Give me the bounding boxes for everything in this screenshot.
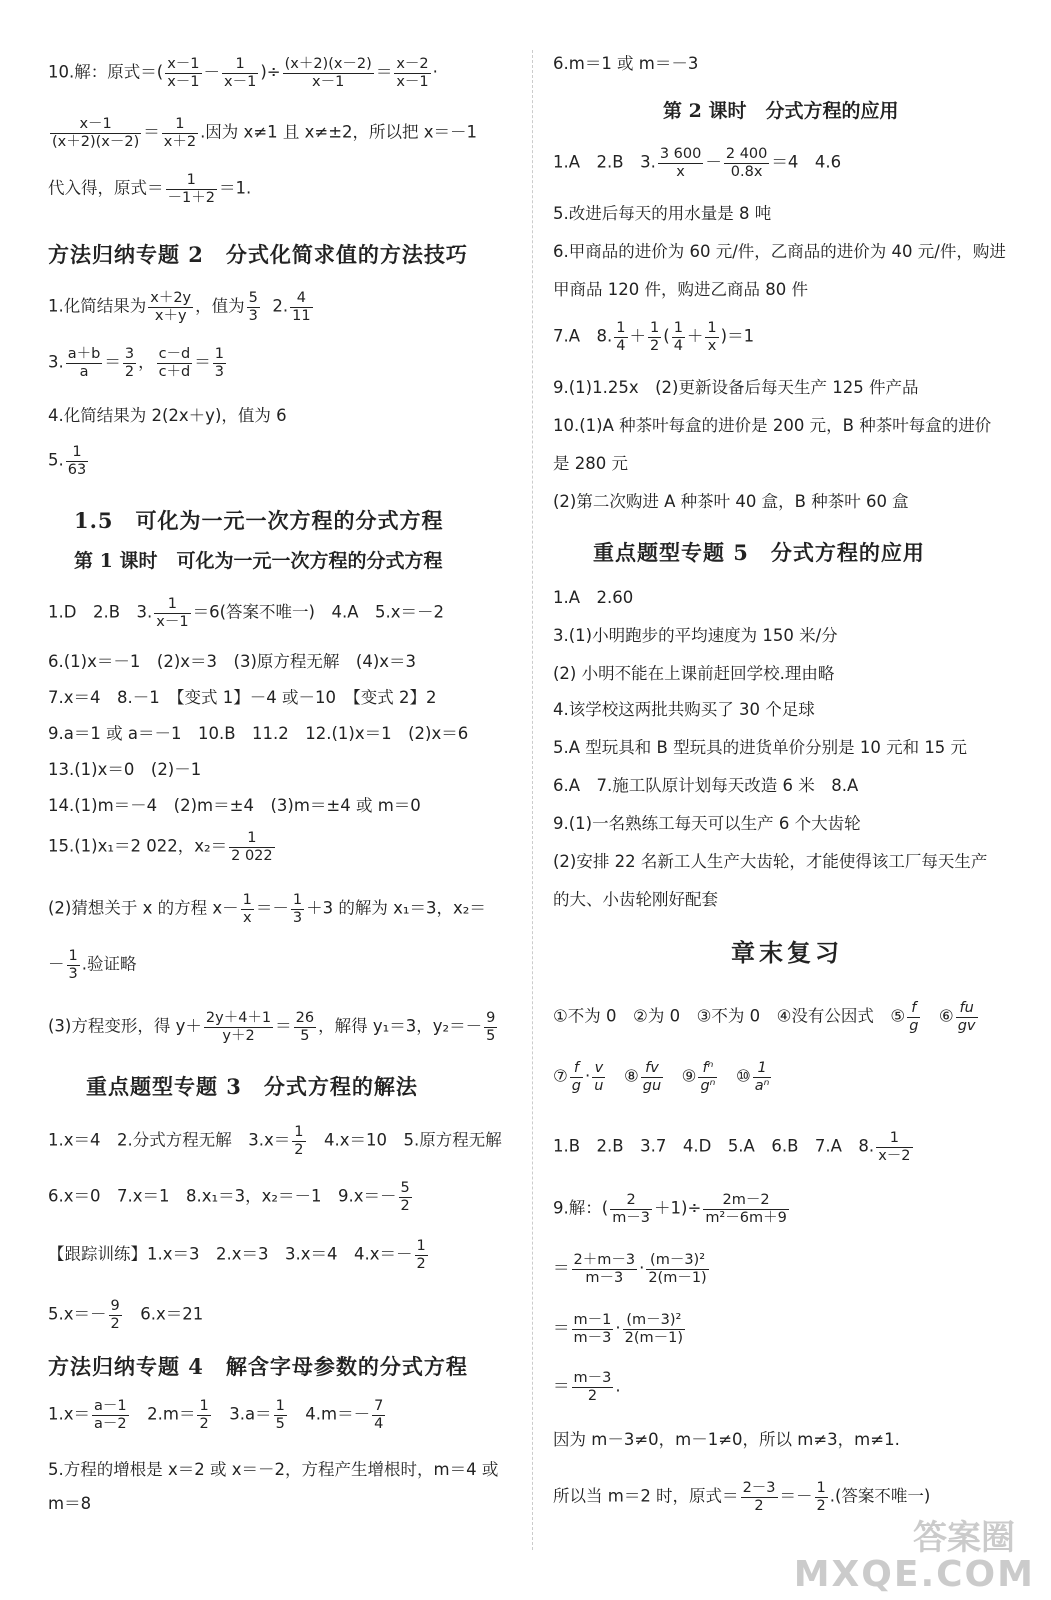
fraction: $\frac{\text{(m－3)²}}{2(m-1)}$: [648, 1252, 707, 1286]
key5-line4: 4.该学校这两批共购买了 30 个足球: [553, 700, 815, 719]
fraction: $\frac{\text{fⁿ}}{\text{gⁿ}}$: [700, 1060, 716, 1094]
fraction: $\frac{1}{x}$: [707, 320, 717, 354]
method2-line1: 1.化简结果为 $\frac{x+2y}{x+y}$ ，值为 $\frac{5}{3}$ 2. $\frac{4}{11}$: [48, 290, 311, 324]
fraction: $\frac{1}{2 022}$: [231, 830, 273, 864]
method4-line3: m＝8: [48, 1494, 92, 1513]
sec15-line9: － $\frac{1}{3}$ .验证略: [48, 948, 137, 982]
review-line9: 所以当 m＝2 时，原式＝ $\frac{2-3}{2}$ ＝－ $\frac{1}{2}$ .(答案不唯一): [553, 1480, 931, 1514]
fraction: $\frac{1}{63}$: [67, 444, 87, 478]
lesson-title-1: 第 1 课时 可化为一元一次方程的分式方程: [74, 550, 443, 572]
method4-line1: 1.x＝ $\frac{a-1}{a-2}$ 2.m＝ $\frac{1}{2}$ 3.a＝ $\frac{1}{5}$ 4.m＝－ $\frac{7}{4}$: [48, 1398, 384, 1432]
fraction: $\frac{1}{3}$: [214, 346, 224, 380]
fraction: $\frac{x+2y}{x+y}$: [150, 290, 192, 324]
key5-line6: 6.A 7.施工队原计划每天改造 6 米 8.A: [553, 776, 859, 795]
fraction: $\frac{5}{3}$: [248, 290, 258, 324]
key3-line4: 5.x＝－ $\frac{9}{2}$ 6.x＝21: [48, 1298, 204, 1332]
review-line1: ①不为 0 ②为 0 ③不为 0 ④没有公因式 ⑤ $\frac{f}{g}$ ⑥ $\frac{fu}{gv}$: [553, 1000, 976, 1034]
review-line4: 9.解：( $\frac{2}{m-3}$ ＋1)÷ $\frac{2m-2}{\text{m²－6m＋9}}$: [553, 1192, 787, 1226]
key5-line9: 的大、小齿轮刚好配套: [553, 890, 718, 909]
fraction: $\frac{5}{2}$: [400, 1180, 410, 1214]
review-line6: ＝ $\frac{m-1}{m-3}$ · $\frac{\text{(m－3)²}}{2(m-1)}$: [553, 1312, 683, 1346]
lesson-title-2: 第 2 课时 分式方程的应用: [663, 100, 899, 122]
fraction: $\frac{a+b}{a}$: [67, 346, 101, 380]
lesson2-line6: 9.(1)1.25x (2)更新设备后每天生产 125 件产品: [553, 378, 919, 397]
section-title-key5: 重点题型专题 5 分式方程的应用: [593, 540, 925, 565]
key5-line2: 3.(1)小明跑步的平均速度为 150 米/分: [553, 626, 838, 645]
method2-line5: 5. $\frac{1}{63}$: [48, 444, 87, 478]
key5-line8: (2)安排 22 名新工人生产大齿轮，才能使得该工厂每天生产: [553, 852, 988, 871]
key5-line1: 1.A 2.60: [553, 588, 634, 607]
fraction: $\frac{m-3}{2}$: [573, 1370, 612, 1404]
method2-line3: 3. $\frac{a+b}{a}$ ＝ $\frac{3}{2}$ ， $\frac{c-d}{c+d}$ ＝ $\frac{1}{3}$: [48, 346, 224, 380]
q10-line3: 代入得，原式＝ $\frac{1}{-1+2}$ ＝1.: [48, 172, 252, 206]
method4-line2: 5.方程的增根是 x＝2 或 x＝－2，方程产生增根时，m＝4 或: [48, 1460, 499, 1479]
fraction: $\frac{\text{(m－3)²}}{2(m-1)}$: [624, 1312, 683, 1346]
fraction: $\frac{fv}{gu}$: [642, 1060, 662, 1094]
key5-line5: 5.A 型玩具和 B 型玩具的进货单价分别是 10 元和 15 元: [553, 738, 968, 757]
fraction: $\frac{1}{2}$: [294, 1124, 304, 1158]
section-title-key3: 重点题型专题 3 分式方程的解法: [86, 1074, 418, 1099]
fraction: $\frac{x-2}{x-1}$: [396, 56, 429, 90]
sec15-line6: 14.(1)m＝－4 (2)m＝±4 (3)m＝±4 或 m＝0: [48, 796, 421, 815]
fraction: $\frac{26}{5}$: [295, 1010, 315, 1044]
fraction: $\frac{9}{2}$: [110, 1298, 120, 1332]
fraction: $\frac{1}{4}$: [673, 320, 683, 354]
lesson2-line2: 5.改进后每天的用水量是 8 吨: [553, 204, 772, 223]
review-line5: ＝ $\frac{2+m-3}{m-3}$ · $\frac{\text{(m－3)²}}{2(m-1)}$: [553, 1252, 707, 1286]
lesson2-line4: 甲商品 120 件，购进乙商品 80 件: [553, 280, 808, 299]
q10-label: 10.解：原式＝: [48, 62, 157, 82]
fraction: $\frac{2 400}{0.8x}$: [725, 146, 768, 180]
fraction: $\frac{2m-2}{\text{m²－6m＋9}}$: [705, 1192, 787, 1226]
fraction: $\frac{a-1}{a-2}$: [94, 1398, 127, 1432]
fraction: $\frac{1}{2}$: [650, 320, 660, 354]
section-title-method2: 方法归纳专题 2 分式化简求值的方法技巧: [48, 242, 468, 267]
key5-line3: (2) 小明不能在上课前赶回学校.理由略: [553, 664, 835, 683]
fraction: $\frac{v}{u}$: [594, 1060, 604, 1094]
fraction: $\frac{1}{x+2}$: [163, 116, 197, 150]
fraction: $\frac{fu}{gv}$: [957, 1000, 976, 1034]
fraction: $\frac{2-3}{2}$: [742, 1480, 776, 1514]
sec15-line1: 1.D 2.B 3. $\frac{1}{x-1}$ ＝6(答案不唯一) 4.A 5.x＝－2: [48, 596, 444, 630]
key5-line7: 9.(1)一名熟练工每天可以生产 6 个大齿轮: [553, 814, 861, 833]
key3-line1: 1.x＝4 2.分式方程无解 3.x＝ $\frac{1}{2}$ 4.x＝10 5.原方程无解: [48, 1124, 502, 1158]
fraction: $\frac{2+m-3}{m-3}$: [573, 1252, 636, 1286]
review-line3: 1.B 2.B 3.7 4.D 5.A 6.B 7.A 8. $\frac{1}{x-2}$: [553, 1130, 911, 1164]
fraction: $\frac{m-1}{m-3}$: [573, 1312, 612, 1346]
watermark-logo: [785, 1510, 1045, 1600]
fraction: $\frac{1}{\text{aⁿ}}$: [754, 1060, 770, 1094]
review-line2: ⑦ $\frac{f}{g}$ · $\frac{v}{u}$ ⑧ $\frac{fv}{gu}$ ⑨ $\frac{\text{fⁿ}}{\text{gⁿ}}$ ⑩ $\frac{1}{\text{aⁿ}}$: [553, 1060, 770, 1094]
fraction: $\frac{9}{5}$: [486, 1010, 496, 1044]
review-line7: ＝ $\frac{m-3}{2}$ .: [553, 1370, 621, 1404]
fraction: $\frac{1}{x-1}$: [156, 596, 189, 630]
fraction: $\frac{1}{2}$: [416, 1238, 426, 1272]
review-line8: 因为 m－3≠0，m－1≠0，所以 m≠3，m≠1.: [553, 1430, 900, 1449]
fraction: $\frac{1}{5}$: [275, 1398, 285, 1432]
sec15-line7: 15.(1)x₁＝2 022，x₂＝ $\frac{1}{2 022}$: [48, 830, 273, 864]
sec15-line10: (3)方程变形，得 y＋ $\frac{2y+4+1}{y+2}$ ＝ $\frac{26}{5}$ ，解得 y₁＝3，y₂＝－ $\frac{9}{5}$: [48, 1010, 496, 1044]
fraction: $\frac{f}{g}$: [571, 1060, 582, 1094]
fraction: $\frac{1}{4}$: [616, 320, 626, 354]
watermark-bottom-text: MXQE.COM: [793, 1554, 1035, 1595]
fraction: $\frac{1}{x}$: [242, 892, 252, 926]
fraction: $\frac{4}{11}$: [292, 290, 311, 324]
chapter-review-title: 章末复习: [731, 938, 843, 967]
key3-line2: 6.x＝0 7.x＝1 8.x₁＝3，x₂＝－1 9.x＝－ $\frac{5}{2}$: [48, 1180, 410, 1214]
sec15-line4: 9.a＝1 或 a＝－1 10.B 11.2 12.(1)x＝1 (2)x＝6: [48, 724, 469, 743]
sec15-line8: (2)猜想关于 x 的方程 x－ $\frac{1}{x}$ ＝－ $\frac{1}{3}$ ＋3 的解为 x₁＝3，x₂＝: [48, 892, 486, 926]
lesson2-line7: 10.(1)A 种茶叶每盒的进价是 200 元，B 种茶叶每盒的进价: [553, 416, 992, 435]
fraction: $\frac{c-d}{c+d}$: [158, 346, 191, 380]
method2-line4: 4.化简结果为 2(2x＋y)，值为 6: [48, 406, 287, 425]
watermark-top-text: 答案圈: [913, 1518, 1015, 1558]
lesson2-line8: 是 280 元: [553, 454, 628, 473]
section-title-1-5: 1.5 可化为一元一次方程的分式方程: [74, 508, 444, 533]
fraction: $\frac{1}{x-2}$: [878, 1130, 911, 1164]
key3-line3: 【跟踪训练】1.x＝3 2.x＝3 3.x＝4 4.x＝－ $\frac{1}{2}$: [48, 1238, 426, 1272]
lesson2-line5: 7.A 8. $\frac{1}{4}$ ＋ $\frac{1}{2}$ ( $\frac{1}{4}$ ＋ $\frac{1}{x}$ )＝1: [553, 320, 755, 354]
q10-line2: $\frac{x-1}{(x+2)(x-2)}$ ＝ $\frac{1}{x+2}$ .因为 x≠1 且 x≠±2，所以把 x＝－1: [52, 116, 478, 150]
fraction: $\frac{1}{3}$: [68, 948, 78, 982]
fraction: $\frac{x-1}{(x+2)(x-2)}$: [52, 116, 140, 150]
fraction: $\frac{2y+4+1}{y+2}$: [205, 1010, 272, 1044]
fraction: $\frac{(x+2)(x-2)}{x-1}$: [284, 56, 372, 90]
fraction: $\frac{1}{2}$: [199, 1398, 209, 1432]
fraction: $\frac{3}{2}$: [124, 346, 135, 380]
lesson2-line1: 1.A 2.B 3. $\frac{3 600}{x}$ － $\frac{2 400}{0.8x}$ ＝4 4.6: [553, 146, 842, 180]
sec15-line5: 13.(1)x＝0 (2)－1: [48, 760, 202, 779]
lesson2-line9: (2)第二次购进 A 种茶叶 40 盒，B 种茶叶 60 盒: [553, 492, 909, 511]
q10-line1: 10.解：原式＝( $\frac{x-1}{x-1}$ － $\frac{1}{x-1}$ )÷ $\frac{(x+2)(x-2)}{x-1}$ ＝ $\frac{x-2}{x-1}$ ·: [48, 56, 438, 90]
fraction: $\frac{7}{4}$: [374, 1398, 384, 1432]
fraction: $\frac{x-1}{x-1}$: [167, 56, 200, 90]
fraction: $\frac{1}{2}$: [816, 1480, 826, 1514]
right-top-line: 6.m＝1 或 m＝－3: [553, 54, 699, 73]
sec15-line2: 6.(1)x＝－1 (2)x＝3 (3)原方程无解 (4)x＝3: [48, 652, 417, 671]
column-divider: [532, 50, 534, 1550]
fraction: $\frac{1}{3}$: [292, 892, 303, 926]
fraction: $\frac{3 600}{x}$: [659, 146, 702, 180]
fraction: $\frac{1}{-1+2}$: [167, 172, 215, 206]
sec15-line3: 7.x＝4 8.－1 【变式 1】－4 或－10 【变式 2】2: [48, 688, 437, 707]
lesson2-line3: 6.甲商品的进价为 60 元/件，乙商品的进价为 40 元/件，购进: [553, 242, 1006, 261]
fraction: $\frac{1}{x-1}$: [224, 56, 257, 90]
section-title-method4: 方法归纳专题 4 解含字母参数的分式方程: [48, 1354, 468, 1379]
fraction: $\frac{2}{m-3}$: [612, 1192, 651, 1226]
fraction: $\frac{f}{g}$: [909, 1000, 919, 1034]
